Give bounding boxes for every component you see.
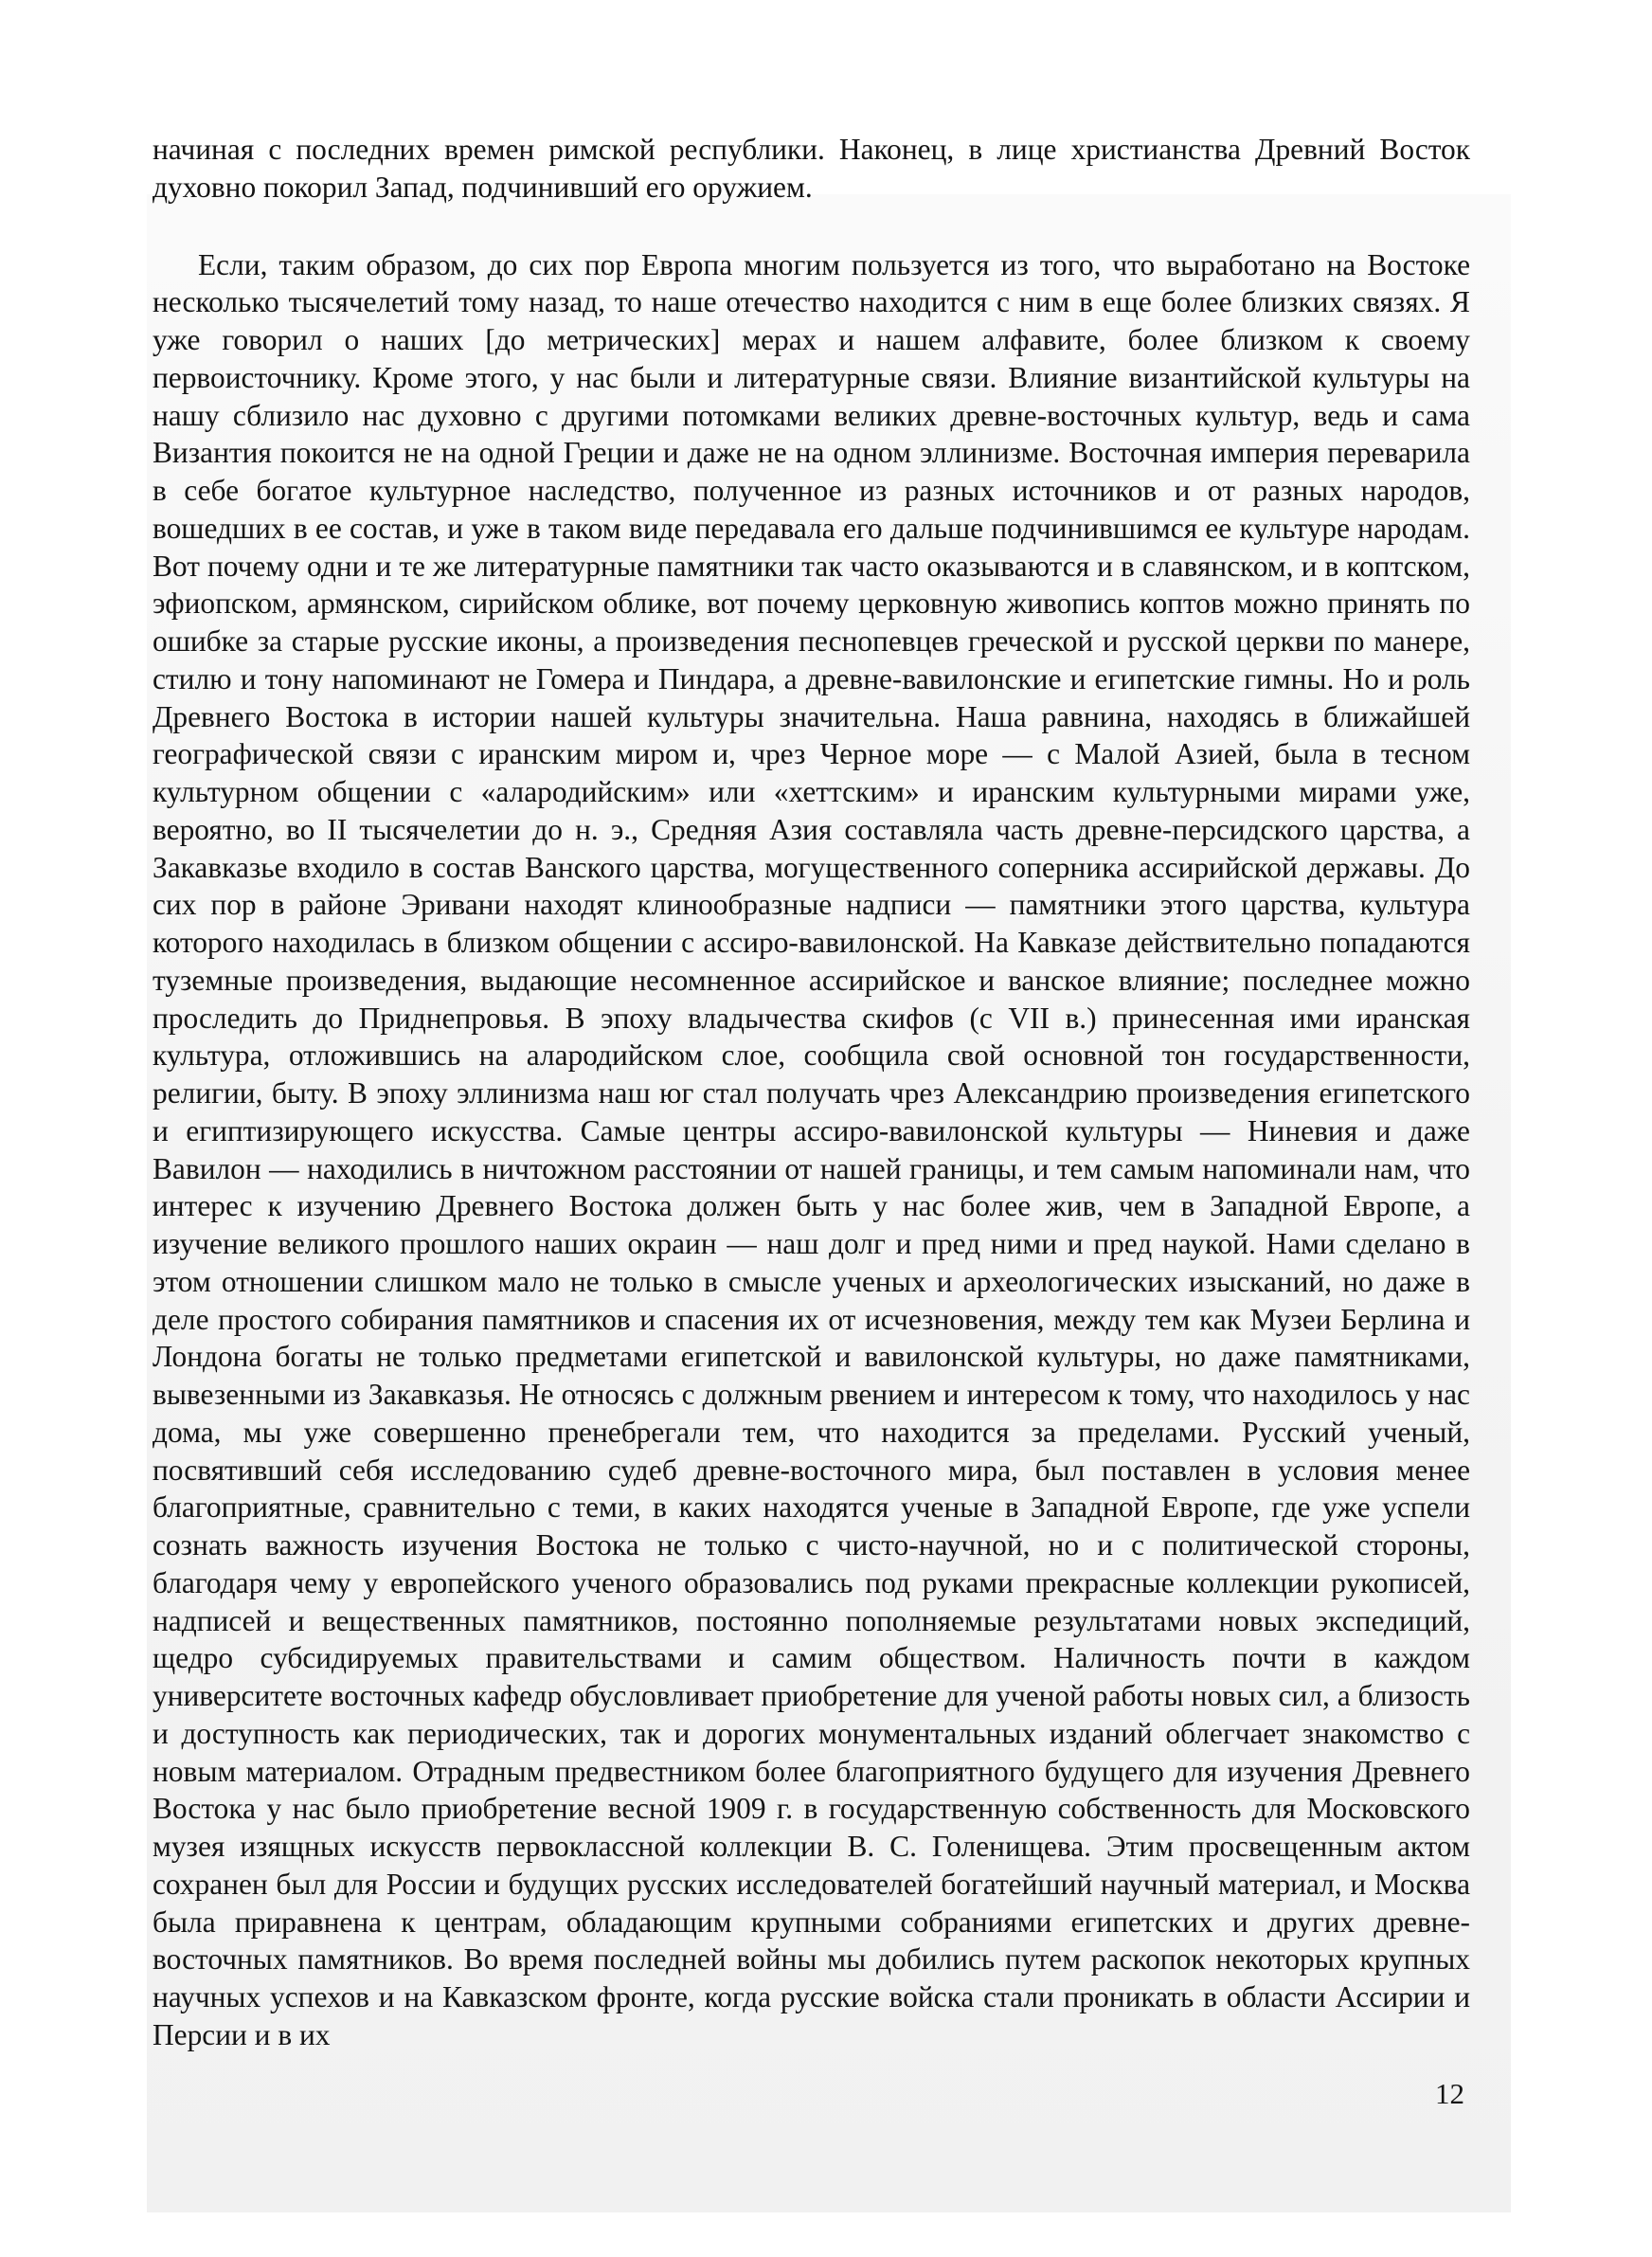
body-text (153, 131, 1470, 2054)
paragraph-main: Если, таким образом, до сих пор Европа многим пользуется из того, что выработано на Востоке несколько тысячелетий тому назад, то наше отечество находится с ним в еще более близких связях. Я уже говорил о наших [до метрических] мерах и нашем алфавите, более близком к своему первоисточнику. Кроме этого, у нас были и литературные связи. Влияние византийской культуры на нашу сблизило нас духовно с другими потомками великих древне-восточных культур, ведь и сама Византия покоится не на одной Греции и даже не на одном эллинизме. Восточная империя переварила в себе богатое культурное наследство, полученное из разных источников и от разных народов, вошедших в ее состав, и уже в таком виде передавала его дальше подчинившимся ее культуре народам. Вот почему одни и те же литературные памятники так часто оказываются и в славянском, и в коптском, эфиопском, армянском, сирийском облике, вот почему церковную живопись коптов можно принять по ошибке за старые русские иконы, а произведения песнопевцев греческой и русской церкви по манере, стилю и тону напоминают не Гомера и Пиндара, а древне-вавилонские и египетские гимны. Но и роль Древнего Востока в истории нашей культуры значительна. Наша равнина, находясь в ближайшей географической связи с иранским миром и, чрез Черное море — с Малой Азией, была в тесном культурном общении с «алародийским» или «хеттским» и иранским культурными мирами уже, вероятно, во II тысячелетии до н. э., Средняя Азия составляла часть древне-персидского царства, а Закавказье входило в состав Ванского царства, могущественного соперника ассирийской державы. До сих пор в районе Эривани находят клинообразные надписи — памятники этого царства, культура которого находилась в близком общении с ассиро-вавилонской. На Кавказе действительно попадаются туземные произведения, выдающие несомненное ассирийское и ванское влияние; последнее можно проследить до Приднепровья. В эпоху владычества скифов (с VII в.) принесенная ими иранская культура, отложившись на алародийском слое, сообщила свой основной тон государственности, религии, быту. В эпоху эллинизма наш юг стал получать чрез Александрию произведения египетского и египтизирующего искусства. Самые центры ассиро-вавилонской культуры — Ниневия и даже Вавилон — находились в ничтожном расстоянии от нашей границы, и тем самым напоминали нам, что интерес к изучению Древнего Востока должен быть у нас более жив, чем в Западной Европе, а изучение великого прошлого наших окраин — наш долг и пред ними и пред наукой. Нами сделано в этом отношении слишком мало не только в смысле ученых и археологических изысканий, но даже в деле простого собирания памятников и спасения их от исчезновения, между тем как Музеи Берлина и Лондона богаты не только предметами египетской и вавилонской культуры, но даже памятниками, вывезенными из Закавказья. Не относясь с должным рвением и интересом к тому, что находилось у нас дома, мы уже совершенно пренебрегали тем, что находится за пределами. Русский ученый, посвятивший себя исследованию судеб древне-восточного мира, был поставлен в условия менее благоприятные, сравнительно с теми, в каких находятся ученые в Западной Европе, где уже успели сознать важность изучения Востока не только с чисто-научной, но и с политической стороны, благодаря чему у европейского ученого образовались под руками прекрасные коллекции рукописей, надписей и вещественных памятников, постоянно пополняемые результатами новых экспедиций, щедро субсидируемых правительствами и самим обществом. Наличность почти в каждом университете восточных кафедр обусловливает приобретение для ученой работы новых сил, а близость и доступность как периодических, так и дорогих монументальных изданий облегчает знакомство с новым материалом. Отрадным предвестником более благоприятного будущего для изучения Древнего Востока у нас было приобретение весной 1909 г. в государственную собственность для Московского музея изящных искусств первоклассной коллекции В. С. Голенищева. Этим просвещенным актом сохранен был для России и будущих русских исследователей богатейший научный материал, и Москва была приравнена к центрам, обладающим крупными собраниями египетских и других древне-восточных памятников. Во время последней войны мы добились путем раскопок некоторых крупных научных успехов и на Кавказском фронте, когда русские войска стали проникать в области Ассирии и Персии и в их (153, 247, 1470, 2051)
page-number: 12 (1435, 2077, 1464, 2110)
paragraph-continuation: начиная с последних времен римской республики. Наконец, в лице христианства Древний Восток духовно покорил Запад, подчинивший его оружием. (153, 133, 1470, 204)
